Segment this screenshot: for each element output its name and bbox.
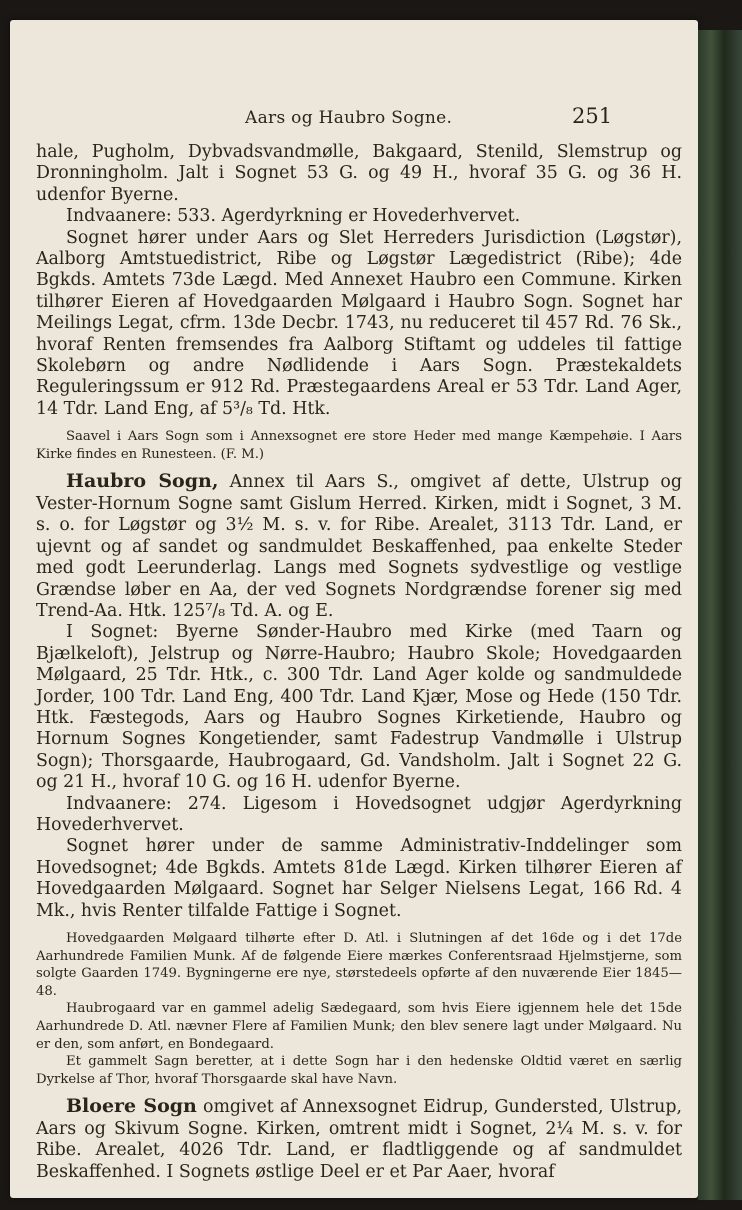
paragraph-bloere-intro bbox=[36, 1096, 682, 1183]
page-body bbox=[36, 142, 682, 1183]
section-heading-haubro: Haubro Sogn, bbox=[66, 470, 219, 493]
book-page bbox=[10, 20, 698, 1198]
footnote-haubrogaard: Haubrogaard var en gammel adelig Sædegaard, som hvis Eiere igjennem hele det 15de Aarhundrede D. Atl. nævner Flere af Familien Munk; den blev senere lagt under Mølgaard. Nu er den, som anført, en Bondegaard. bbox=[36, 1001, 682, 1052]
footnote-molgaard: Hovedgaarden Mølgaard tilhørte efter D. Atl. i Slutningen af det 16de og i det 17de Aarhundrede Familien Munk. Af de følgende Eiere mærkes Conferentsraad Hjelmstjerne, som solgte Gaarden 1749. Bygningerne ere nye, størstedeels opførte af den nuværende Eier 1845—48. bbox=[36, 931, 682, 999]
section-heading-bloere: Bloere Sogn bbox=[66, 1095, 197, 1118]
footnote-text: Saavel i Aars Sogn som i Annexsognet ere store Heder med mange Kæmpehøie. I Aars Kirke findes en Runesteen. (F. M.) bbox=[36, 429, 682, 462]
footnotes-haubro bbox=[36, 930, 682, 1088]
paragraph-population: Indvaanere: 533. Agerdyrkning er Hovederhvervet. bbox=[66, 206, 521, 227]
footnote-thor: Et gammelt Sagn beretter, at i dette Sogn har i den hedenske Oldtid været en særlig Dyrkelse af Thor, hvoraf Thorsgaarde skal have Navn. bbox=[36, 1054, 682, 1087]
bloere-section bbox=[36, 1096, 682, 1183]
page-number: 251 bbox=[572, 104, 613, 128]
paragraph-haubro-villages: I Sognet: Byerne Sønder-Haubro med Kirke (med Taarn og Bjælkeloft), Jelstrup og Nørre-Haubro; Haubro Skole; Hovedgaarden Mølgaard, 25 Tdr. Htk., c. 300 Tdr. Land Ager kolde og sandmuldede Jorder, 100 Tdr. Land Eng, 400 Tdr. Land Kjær, Mose og Hede (150 Tdr. Htk. Fæstegods, Aars og Haubro Sognes Kirketiende, Haubro og Hornum Sognes Kongetiender, samt Fadestrup Vandmølle i Ulstrup Sogn); Thorsgaarde, Haubrogaard, Gd. Vandsholm. Jalt i Sognet 22 G. og 21 H., hvoraf 10 G. og 16 H. udenfor Byerne. bbox=[36, 622, 682, 793]
running-title: Aars og Haubro Sogne. bbox=[245, 108, 453, 128]
page-header bbox=[10, 104, 698, 134]
aars-section bbox=[36, 142, 682, 420]
haubro-intro-text: Annex til Aars S., omgivet af dette, Ulstrup og Vester-Hornum Sogne samt Gislum Herred. Kirken, midt i Sognet, 3 M. s. o. for Løgstør og 3½ M. s. v. for Ribe. Arealet, 3113 Tdr. Land, er ujevnt og af sandet og sandmuldet Beskaffenhed, paa enkelte Steder med godt Leerunderlag. Langs med Sognets sydvestlige og vestlige Grændse løber en Aa, der ved Sognets Nordgrændse forener sig med Trend-Aa. Htk. 125⁷/₈ Td. A. og E. bbox=[36, 472, 682, 621]
paragraph-haubro-population: Indvaanere: 274. Ligesom i Hovedsognet udgjør Agerdyrkning Hovederhvervet. bbox=[36, 793, 682, 835]
bloere-intro-text: omgivet af Annexsognet Eidrup, Gundersted, Ulstrup, Aars og Skivum Sogne. Kirken, omtrent midt i Sognet, 2¼ M. s. v. for Ribe. Arealet, 4026 Tdr. Land, er fladtliggende og af sandmuldet Beskaffenhed. I Sognets østlige Deel er et Par Aaer, hvoraf bbox=[36, 1097, 682, 1182]
paragraph-haubro-intro bbox=[36, 471, 682, 622]
paragraph-haubro-admin: Sognet hører under de samme Administrativ-Inddelinger som Hovedsognet; 4de Bgkds. Amtets 81de Lægd. Kirken tilhører Eieren af Hovedgaarden Mølgaard. Sognet har Selger Nielsens Legat, 166 Rd. 4 Mk., hvis Renter tilfalde Fattige i Sognet. bbox=[36, 836, 682, 921]
haubro-section bbox=[36, 471, 682, 922]
footnote-aars bbox=[36, 428, 682, 463]
paragraph-jurisdiction: Sognet hører under Aars og Slet Herreders Jurisdiction (Løgstør), Aalborg Amtstuedistrict, Ribe og Løgstør Lægedistrict (Ribe); 4de Bgkds. Amtets 73de Lægd. Med Annexet Haubro een Commune. Kirken tilhører Eieren af Hovedgaarden Mølgaard i Haubro Sogn. Sognet har Meilings Legat, cfrm. 13de Decbr. 1743, nu reduceret til 457 Rd. 76 Sk., hvoraf Renten fremsendes fra Aalborg Stiftamt og uddeles til fattige Skolebørn og andre Nødlidende i Aars Sogn. Præstekaldets Reguleringssum er 912 Rd. Præstegaardens Areal er 53 Tdr. Land Ager, 14 Tdr. Land Eng, af 5³/₈ Td. Htk. bbox=[36, 227, 682, 419]
book-spine bbox=[698, 30, 742, 1200]
paragraph-places: hale, Pugholm, Dybvadsvandmølle, Bakgaard, Stenild, Slemstrup og Dronningholm. Jalt i Sognet 53 G. og 49 H., hvoraf 35 G. og 36 H. udenfor Byerne. bbox=[36, 142, 682, 205]
